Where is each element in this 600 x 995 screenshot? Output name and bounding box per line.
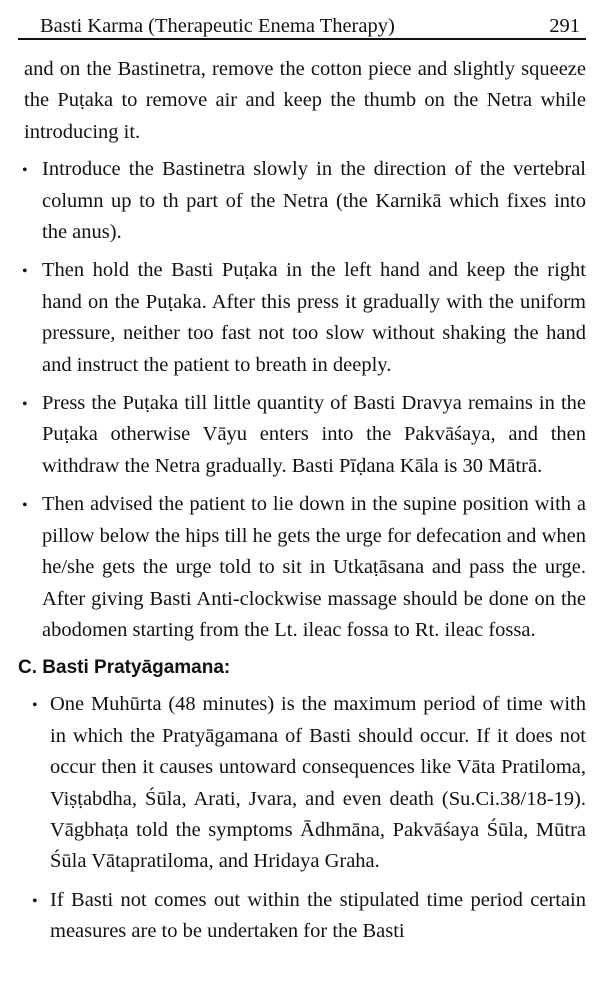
header-rule	[18, 38, 586, 40]
list-item	[18, 885, 586, 948]
bullet-icon: •	[22, 396, 28, 414]
continuation-paragraph: and on the Bastinetra, remove the cotton piece and slightly squeeze the Puṭaka to remove air and keep the thumb on the Netra while introducing it.	[24, 58, 586, 143]
list-item	[18, 255, 586, 381]
list-item	[18, 388, 586, 482]
bullet-icon: •	[32, 697, 38, 715]
list-item-text: Introduce the Bastinetra slowly in the direction of the vertebral column up to th part of the Netra (the Karnikā which fixes into the anus).	[42, 158, 586, 244]
page-number: 291	[549, 15, 580, 37]
section-heading: C. Basti Pratyāgamana:	[18, 657, 231, 679]
bullet-icon: •	[32, 892, 38, 910]
list-item	[18, 489, 586, 646]
procedure-list	[18, 154, 586, 646]
list-item-text: Then hold the Basti Puṭaka in the left hand and keep the right hand on the Puṭaka. After this press it gradually with the uniform pressure, neither too fast not too slow without shaking the hand and instruct the patient to breath in deeply.	[42, 259, 586, 376]
bullet-icon: •	[22, 497, 28, 515]
list-item-text: One Muhūrta (48 minutes) is the maximum period of time with in which the Pratyāgamana of Basti should occur. If it does not occur then it causes untoward consequences like Vāta Pratiloma, Viṣṭabdha, Śūla, Arati, Jvara, and even death (Su.Ci.38/18-19). Vāgbhaṭa told the symptoms Ādhmāna, Pakvāśaya Śūla, Mūtra Śūla Vātapratiloma, and Hridaya Graha.	[50, 693, 586, 873]
list-item-text: If Basti not comes out within the stipulated time period certain measures are to be undertaken for the Basti	[50, 888, 586, 943]
bullet-icon: •	[22, 162, 28, 180]
list-item	[18, 689, 586, 877]
pratyagamana-list	[18, 689, 586, 947]
list-item-text: Then advised the patient to lie down in the supine position with a pillow below the hips till he gets the urge for defecation and when he/she gets the urge told to sit in Utkaṭāsana and pass the urge. After giving Basti Anti-clockwise massage should be done on the abodomen starting from the Lt. ileac fossa to Rt. ileac fossa.	[42, 493, 586, 641]
list-item	[18, 154, 586, 248]
running-header	[18, 0, 586, 38]
bullet-icon: •	[22, 263, 28, 281]
list-item-text: Press the Puṭaka till little quantity of Basti Dravya remains in the Puṭaka otherwise Vāyu enters into the Pakvāśaya, and then withdraw the Netra gradually. Basti Pīḍana Kāla is 30 Mātrā.	[42, 392, 586, 477]
running-title: Basti Karma (Therapeutic Enema Therapy)	[40, 15, 395, 37]
